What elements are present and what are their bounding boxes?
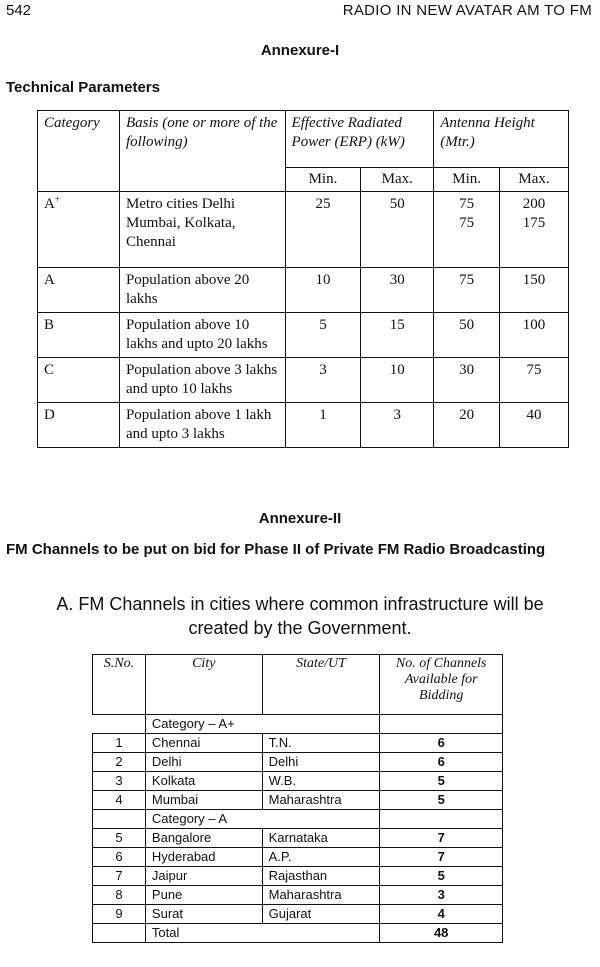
row-city: Bangalore <box>145 829 262 848</box>
row-erp-min: 5 <box>285 313 361 358</box>
row-ant-min: 20 <box>434 403 500 448</box>
row-state: Delhi <box>262 753 380 772</box>
row-channels: 7 <box>380 848 503 867</box>
row-channels: 5 <box>380 791 503 810</box>
row-ant-max: 100 <box>500 313 569 358</box>
table-header-row <box>93 655 503 715</box>
row-sno: 9 <box>93 905 146 924</box>
category-row <box>93 715 503 734</box>
fm-channels-heading: FM Channels to be put on bid for Phase II of Private FM Radio Broadcasting <box>6 541 546 558</box>
header-ant-min: Min. <box>434 168 500 192</box>
row-ant-max: 40 <box>500 403 569 448</box>
common-infrastructure-subheading: A. FM Channels in cities where common infrastructure will be created by the Government. <box>56 594 544 638</box>
table-row <box>93 791 503 810</box>
row-erp-max: 30 <box>361 268 434 313</box>
row-channels: 5 <box>380 772 503 791</box>
empty-cell <box>93 924 146 943</box>
row-sno: 6 <box>93 848 146 867</box>
row-erp-max: 15 <box>361 313 434 358</box>
row-category: A <box>38 268 120 313</box>
table-row <box>93 734 503 753</box>
header-sno: S.No. <box>93 655 146 715</box>
header-antenna-height: Antenna Height (Mtr.) <box>434 111 569 168</box>
row-channels: 5 <box>380 867 503 886</box>
header-state: State/UT <box>262 655 380 715</box>
row-city: Pune <box>145 886 262 905</box>
header-category: Category <box>38 111 120 192</box>
row-channels: 6 <box>380 753 503 772</box>
header-erp-min: Min. <box>285 168 361 192</box>
row-erp-min: 3 <box>285 358 361 403</box>
row-state: A.P. <box>262 848 380 867</box>
row-city: Kolkata <box>145 772 262 791</box>
row-sno: 5 <box>93 829 146 848</box>
row-state: Maharashtra <box>262 886 380 905</box>
table-row <box>38 403 569 448</box>
header-erp-max: Max. <box>361 168 434 192</box>
empty-cell <box>93 715 146 734</box>
row-sno: 4 <box>93 791 146 810</box>
row-erp-max: 10 <box>361 358 434 403</box>
table-row <box>93 905 503 924</box>
row-ant-min: 75 75 <box>434 192 500 268</box>
empty-cell <box>93 810 146 829</box>
table-row <box>93 829 503 848</box>
table-row <box>38 313 569 358</box>
row-category: A+ <box>38 192 120 268</box>
row-ant-max: 150 <box>500 268 569 313</box>
running-title: RADIO IN NEW AVATAR AM TO FM <box>342 2 592 19</box>
header-basis: Basis (one or more of the following) <box>119 111 285 192</box>
empty-cell <box>380 810 503 829</box>
row-erp-min: 25 <box>285 192 361 268</box>
header-erp: Effective Radiated Power (ERP) (kW) <box>285 111 434 168</box>
total-label: Total <box>145 924 379 943</box>
row-ant-min: 75 <box>434 268 500 313</box>
header-channels: No. of Channels Available for Bidding <box>380 655 503 715</box>
page-number: 542 <box>6 2 32 19</box>
total-row <box>93 924 503 943</box>
row-erp-min: 10 <box>285 268 361 313</box>
table-row <box>93 886 503 905</box>
row-category: D <box>38 403 120 448</box>
header-ant-max: Max. <box>500 168 569 192</box>
row-state: Rajasthan <box>262 867 380 886</box>
annexure-2-title: Annexure-II <box>258 510 342 527</box>
table-header-row <box>38 111 569 168</box>
table-row <box>38 268 569 313</box>
row-channels: 7 <box>380 829 503 848</box>
row-category: B <box>38 313 120 358</box>
total-value: 48 <box>380 924 503 943</box>
row-state: Karnataka <box>262 829 380 848</box>
row-ant-min: 30 <box>434 358 500 403</box>
row-ant-min: 50 <box>434 313 500 358</box>
row-erp-min: 1 <box>285 403 361 448</box>
row-basis: Population above 1 lakh and upto 3 lakhs <box>119 403 285 448</box>
table-row <box>93 772 503 791</box>
row-channels: 4 <box>380 905 503 924</box>
row-city: Delhi <box>145 753 262 772</box>
table-row <box>93 848 503 867</box>
row-basis: Population above 3 lakhs and upto 10 lakhs <box>119 358 285 403</box>
row-basis: Metro cities Delhi Mumbai, Kolkata, Chennai <box>119 192 285 268</box>
row-ant-max: 75 <box>500 358 569 403</box>
row-city: Hyderabad <box>145 848 262 867</box>
row-state: Gujarat <box>262 905 380 924</box>
table-row <box>38 358 569 403</box>
category-a-plus-label: Category – A+ <box>145 715 379 734</box>
row-sno: 7 <box>93 867 146 886</box>
row-channels: 3 <box>380 886 503 905</box>
annexure-1-title: Annexure-I <box>260 42 340 59</box>
fm-channels-table <box>92 654 503 943</box>
row-erp-max: 50 <box>361 192 434 268</box>
row-channels: 6 <box>380 734 503 753</box>
row-city: Surat <box>145 905 262 924</box>
row-city: Chennai <box>145 734 262 753</box>
row-state: T.N. <box>262 734 380 753</box>
table-row <box>38 192 569 268</box>
table-row <box>93 867 503 886</box>
row-erp-max: 3 <box>361 403 434 448</box>
row-basis: Population above 20 lakhs <box>119 268 285 313</box>
technical-parameters-heading: Technical Parameters <box>6 79 160 96</box>
row-city: Mumbai <box>145 791 262 810</box>
row-ant-max: 200 175 <box>500 192 569 268</box>
row-sno: 2 <box>93 753 146 772</box>
row-sno: 3 <box>93 772 146 791</box>
row-category: C <box>38 358 120 403</box>
table-row <box>93 753 503 772</box>
row-city: Jaipur <box>145 867 262 886</box>
empty-cell <box>380 715 503 734</box>
row-basis: Population above 10 lakhs and upto 20 lakhs <box>119 313 285 358</box>
category-row <box>93 810 503 829</box>
row-sno: 1 <box>93 734 146 753</box>
row-state: Maharashtra <box>262 791 380 810</box>
technical-parameters-table <box>37 110 569 448</box>
header-city: City <box>145 655 262 715</box>
category-a-label: Category – A <box>145 810 379 829</box>
row-state: W.B. <box>262 772 380 791</box>
row-sno: 8 <box>93 886 146 905</box>
